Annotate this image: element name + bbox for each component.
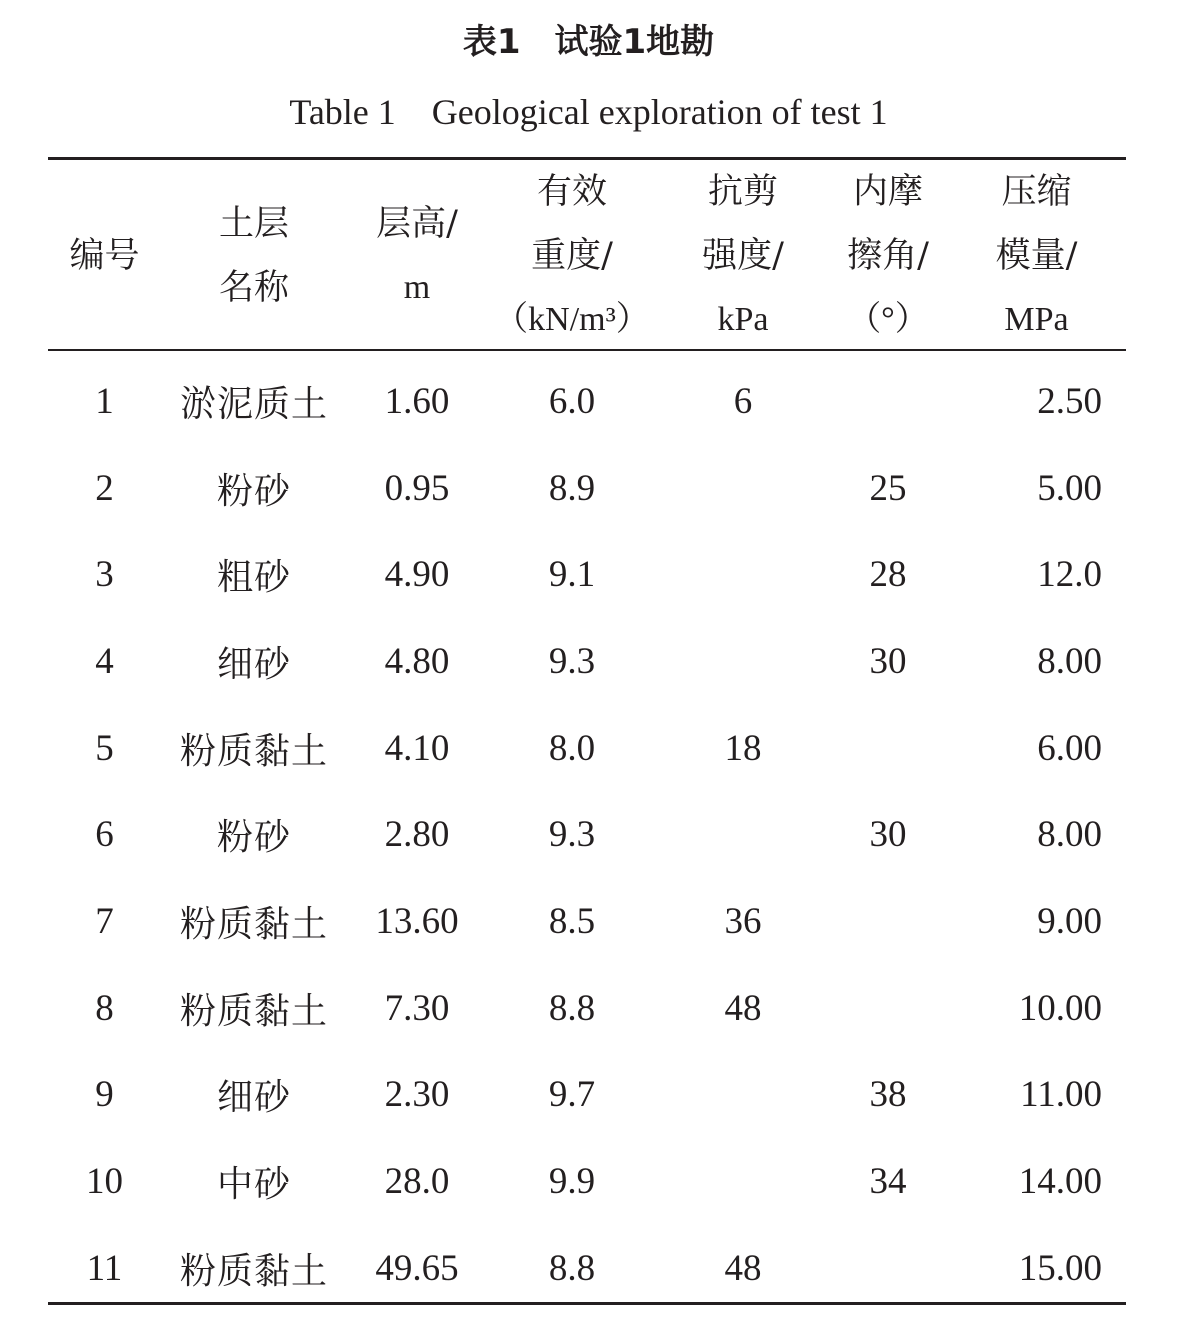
cell-effective-unit-weight: 8.0 (548, 727, 596, 769)
cell-friction-angle (829, 705, 947, 792)
cell-soil-name: 粗砂 (216, 557, 291, 599)
cell-effective-unit-weight: 6.0 (548, 380, 596, 422)
cell-layer-height: 4.10 (384, 727, 450, 769)
cell-friction-angle: 38 (869, 1074, 907, 1116)
header-shear-strength: 抗剪 强度/ kPa (702, 172, 784, 338)
table-row (48, 965, 1126, 1052)
cell-no: 4 (95, 640, 114, 682)
cell-layer-height: 28.0 (384, 1161, 450, 1203)
cell-friction-angle: 34 (869, 1161, 907, 1203)
cell-layer-height: 49.65 (375, 1247, 459, 1289)
cell-no: 10 (86, 1161, 123, 1203)
cell-compression-modulus: 15.00 (1018, 1247, 1102, 1289)
cell-soil-name: 粉砂 (216, 817, 291, 859)
cell-no: 5 (95, 727, 114, 769)
cell-soil-name: 粉质黏土 (179, 990, 328, 1032)
cell-compression-modulus: 2.50 (1037, 380, 1102, 422)
cell-shear-strength: 6 (733, 380, 753, 422)
table-row (48, 1052, 1126, 1139)
header-no: 编号 (69, 236, 140, 276)
cell-soil-name: 粉砂 (216, 470, 291, 512)
cell-no: 2 (95, 467, 114, 509)
cell-effective-unit-weight: 9.7 (548, 1074, 596, 1116)
cell-compression-modulus: 14.00 (1018, 1161, 1102, 1203)
table-row (48, 445, 1126, 532)
cell-shear-strength (657, 618, 829, 705)
cell-effective-unit-weight: 9.3 (548, 640, 596, 682)
cell-soil-name: 中砂 (216, 1164, 291, 1206)
table-title-english: Table 1 Geological exploration of test 1 (289, 92, 888, 132)
cell-compression-modulus: 6.00 (1037, 727, 1102, 769)
cell-friction-angle: 28 (869, 554, 907, 596)
cell-compression-modulus: 5.00 (1037, 467, 1102, 509)
cell-no: 3 (95, 554, 114, 596)
header-soil-name: 土层 名称 (218, 204, 289, 308)
cell-layer-height: 13.60 (375, 900, 459, 942)
cell-layer-height: 4.80 (384, 640, 450, 682)
table-row (48, 1138, 1126, 1225)
cell-shear-strength (657, 1138, 829, 1225)
cell-effective-unit-weight: 8.8 (548, 987, 596, 1029)
cell-effective-unit-weight: 9.1 (548, 554, 596, 596)
cell-shear-strength (657, 791, 829, 878)
cell-layer-height: 0.95 (384, 467, 450, 509)
cell-no: 8 (95, 987, 114, 1029)
cell-compression-modulus: 10.00 (1018, 987, 1102, 1029)
cell-shear-strength: 48 (724, 1247, 762, 1289)
cell-soil-name: 粉质黏土 (179, 1250, 328, 1292)
cell-soil-name: 粉质黏土 (179, 903, 328, 945)
header-effective-unit-weight: 有效 重度/ （kN/m³） (494, 172, 650, 338)
cell-layer-height: 1.60 (384, 380, 450, 422)
cell-compression-modulus: 8.00 (1037, 814, 1102, 856)
cell-friction-angle: 30 (869, 814, 907, 856)
cell-no: 11 (86, 1247, 123, 1289)
table-title-chinese: 表1 试验1地勘 (462, 22, 715, 62)
cell-effective-unit-weight: 9.9 (548, 1161, 596, 1203)
cell-shear-strength (657, 531, 829, 618)
table-row (48, 531, 1126, 618)
cell-compression-modulus: 11.00 (1020, 1074, 1102, 1116)
cell-friction-angle (829, 1225, 947, 1312)
cell-friction-angle: 30 (869, 640, 907, 682)
cell-compression-modulus: 9.00 (1037, 900, 1102, 942)
table-row (48, 791, 1126, 878)
cell-effective-unit-weight: 8.8 (548, 1247, 596, 1289)
cell-friction-angle: 25 (869, 467, 907, 509)
cell-effective-unit-weight: 9.3 (548, 814, 596, 856)
cell-friction-angle (829, 352, 947, 445)
header-row (48, 160, 1126, 352)
table-row (48, 878, 1126, 965)
cell-shear-strength: 48 (724, 987, 762, 1029)
cell-no: 9 (95, 1074, 114, 1116)
cell-compression-modulus: 12.0 (1037, 554, 1102, 596)
cell-layer-height: 2.80 (384, 814, 450, 856)
table-row (48, 352, 1126, 445)
cell-soil-name: 淤泥质土 (179, 383, 328, 425)
cell-layer-height: 7.30 (384, 987, 450, 1029)
cell-effective-unit-weight: 8.9 (548, 467, 596, 509)
cell-no: 7 (95, 900, 114, 942)
cell-layer-height: 4.90 (384, 554, 450, 596)
cell-soil-name: 细砂 (216, 1077, 291, 1119)
header-compression-modulus: 压缩 模量/ MPa (995, 172, 1078, 338)
cell-soil-name: 细砂 (216, 643, 291, 685)
cell-compression-modulus: 8.00 (1037, 640, 1102, 682)
cell-friction-angle (829, 878, 947, 965)
cell-no: 6 (95, 814, 114, 856)
cell-friction-angle (829, 965, 947, 1052)
cell-layer-height: 2.30 (384, 1074, 450, 1116)
header-friction-angle: 内摩 擦角/ （°） (847, 172, 929, 338)
cell-no: 1 (95, 380, 114, 422)
cell-shear-strength: 18 (724, 727, 762, 769)
cell-shear-strength: 36 (724, 900, 762, 942)
cell-shear-strength (657, 445, 829, 532)
cell-soil-name: 粉质黏土 (179, 730, 328, 772)
header-layer-height: 层高/ m (376, 204, 458, 306)
geological-exploration-table (48, 160, 1126, 1312)
cell-effective-unit-weight: 8.5 (548, 900, 596, 942)
table-row (48, 705, 1126, 792)
table-row (48, 618, 1126, 705)
cell-shear-strength (657, 1052, 829, 1139)
table-row (48, 1225, 1126, 1312)
